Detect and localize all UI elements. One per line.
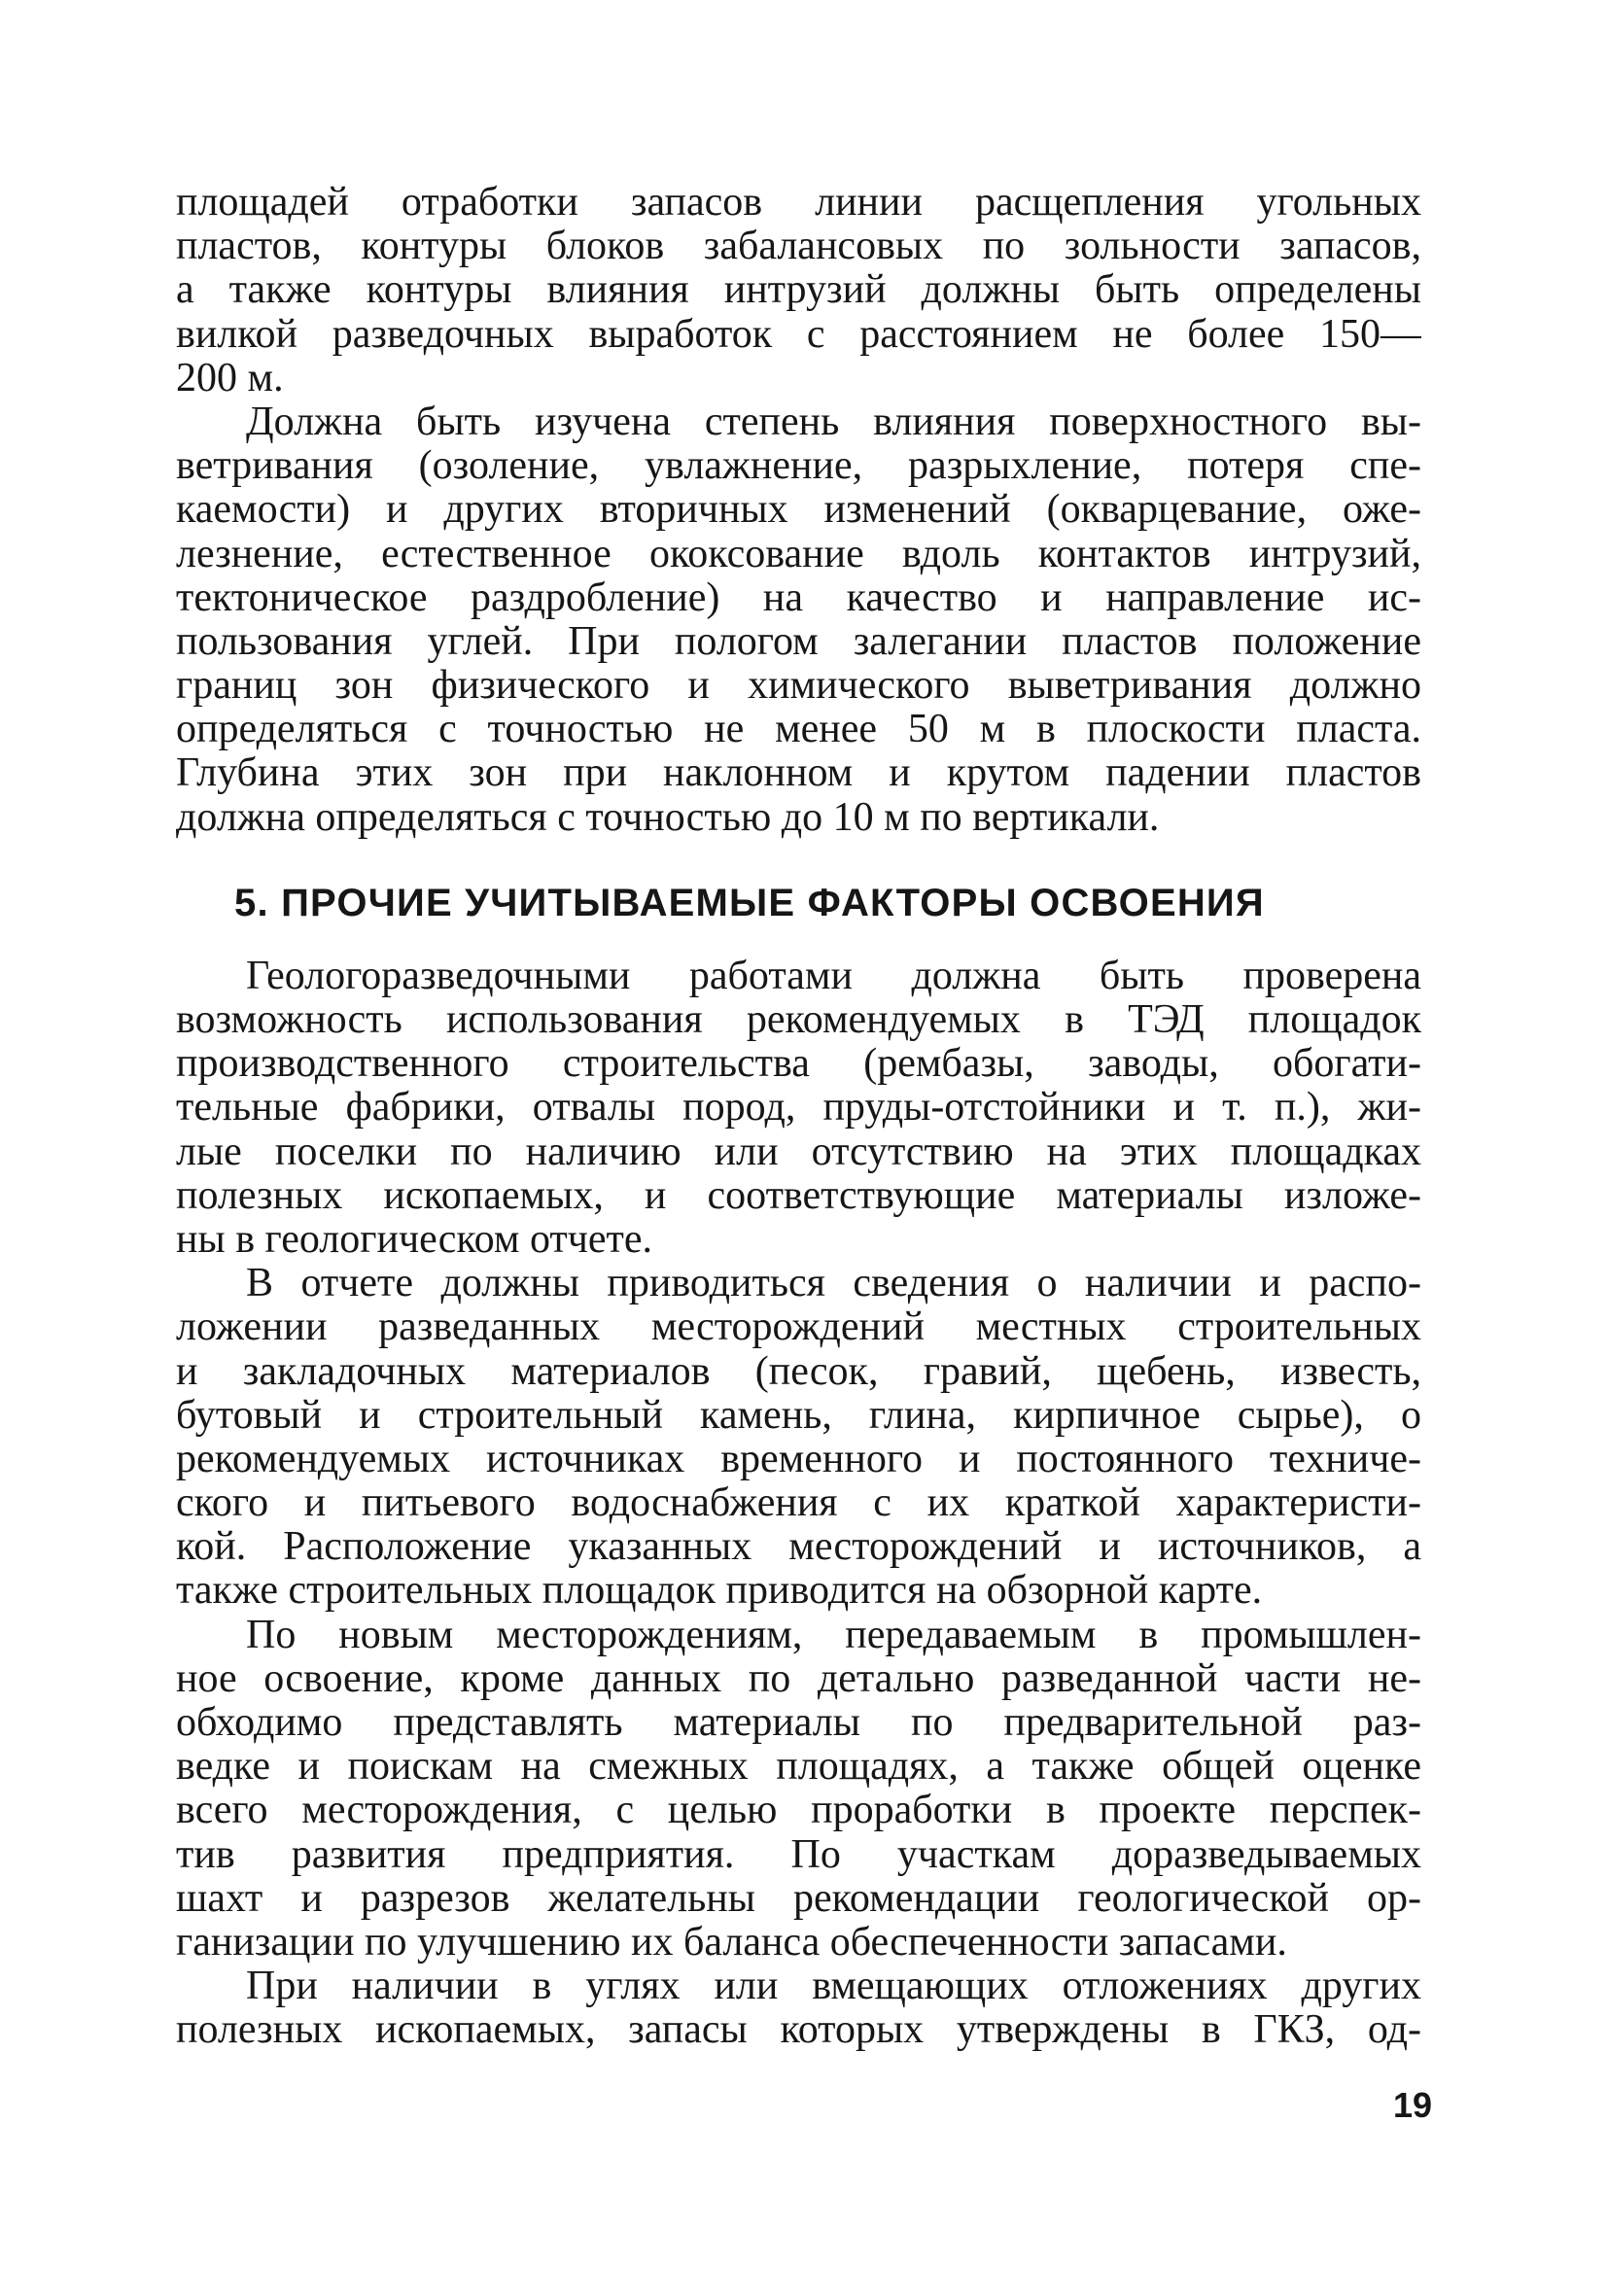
text-line: пользования углей. При пологом залегании пластов положение xyxy=(176,619,1421,664)
text-line: также строительных площадок приводится на обзорной карте. xyxy=(176,1569,1263,1614)
paragraph xyxy=(176,1614,1421,1966)
page-number: 19 xyxy=(1393,2085,1433,2125)
text-line: Должна быть изучена степень влияния поверхностного вы- xyxy=(246,400,1421,444)
text-line: определяться с точностью не менее 50 м в плоскости пласта. xyxy=(176,708,1421,752)
text-line: тектоническое раздробление) на качество и направление ис- xyxy=(176,575,1421,620)
page-body xyxy=(176,181,1421,2053)
text-line: полезных ископаемых, и соответствующие материалы изложе- xyxy=(176,1173,1421,1218)
text-line: и закладочных материалов (песок, гравий, щебень, известь, xyxy=(176,1349,1421,1394)
text-line: ского и питьевого водоснабжения с их краткой характеристи- xyxy=(176,1481,1421,1526)
text-line: Геологоразведочными работами должна быть проверена xyxy=(246,954,1421,998)
paragraph xyxy=(176,1262,1421,1614)
text-line: бутовый и строительный камень, глина, кирпичное сырье), о xyxy=(176,1393,1421,1438)
text-line: По новым месторождениям, передаваемым в промышлен- xyxy=(246,1613,1421,1657)
text-line: тельные фабрики, отвалы пород, пруды-отстойники и т. п.), жи- xyxy=(176,1086,1421,1131)
text-line: При наличии в углях или вмещающих отложениях других xyxy=(246,1965,1421,2009)
text-line: тив развития предприятия. По участкам доразведываемых xyxy=(176,1832,1421,1877)
text-line: ное освоение, кроме данных по детально разведанной части не- xyxy=(176,1656,1421,1701)
text-line: ложении разведанных месторождений местных строительных xyxy=(176,1305,1421,1350)
text-line: должна определяться с точностью до 10 м по вертикали. xyxy=(176,795,1160,840)
text-line: возможность использования рекомендуемых в ТЭД площадок xyxy=(176,998,1421,1042)
text-line: всего месторождения, с целью проработки в проекте перспек- xyxy=(176,1789,1421,1833)
text-line: ветривания (озоление, увлажнение, разрыхление, потеря спе- xyxy=(176,444,1421,489)
section-heading: 5. ПРОЧИЕ УЧИТЫВАЕМЫЕ ФАКТОРЫ ОСВОЕНИЯ xyxy=(234,881,1265,924)
text-line: Глубина этих зон при наклонном и крутом падении пластов xyxy=(176,751,1421,796)
paragraph xyxy=(176,1965,1421,2052)
text-line: площадей отработки запасов линии расщепления угольных xyxy=(176,181,1421,225)
text-line: шахт и разрезов желательны рекомендации геологической ор- xyxy=(176,1876,1421,1921)
text-line: полезных ископаемых, запасы которых утверждены в ГКЗ, од- xyxy=(176,2008,1421,2053)
text-line: ны в геологическом отчете. xyxy=(176,1217,653,1262)
paragraph xyxy=(176,181,1421,400)
text-line: ведке и поискам на смежных площадях, а также общей оценке xyxy=(176,1745,1421,1790)
text-line: а также контуры влияния интрузий должны быть определены xyxy=(176,268,1421,313)
text-line: лезнение, естественное ококсование вдоль контактов интрузий, xyxy=(176,532,1421,576)
text-line: пластов, контуры блоков забалансовых по зольности запасов, xyxy=(176,225,1421,269)
text-line: кой. Расположение указанных месторождений и источников, а xyxy=(176,1525,1421,1570)
bottom-text xyxy=(176,955,1421,2053)
top-text xyxy=(176,181,1421,840)
paragraph xyxy=(176,400,1421,840)
text-line: В отчете должны приводиться сведения о наличии и распо- xyxy=(246,1262,1421,1306)
text-line: лые поселки по наличию или отсутствию на этих площадках xyxy=(176,1130,1421,1174)
text-line: производственного строительства (рембазы, заводы, обогати- xyxy=(176,1042,1421,1087)
text-line: обходимо представлять материалы по предварительной раз- xyxy=(176,1701,1421,1745)
paragraph xyxy=(176,955,1421,1262)
text-line: ганизации по улучшению их баланса обеспеченности запасами. xyxy=(176,1920,1287,1965)
text-line: границ зон физического и химического выветривания должно xyxy=(176,664,1421,709)
text-line: каемости) и других вторичных изменений (окварцевание, оже- xyxy=(176,488,1421,533)
text-line: вилкой разведочных выработок с расстоянием не более 150— xyxy=(176,312,1421,357)
text-line: рекомендуемых источниках временного и постоянного техниче- xyxy=(176,1437,1421,1481)
text-line: 200 м. xyxy=(176,356,284,400)
